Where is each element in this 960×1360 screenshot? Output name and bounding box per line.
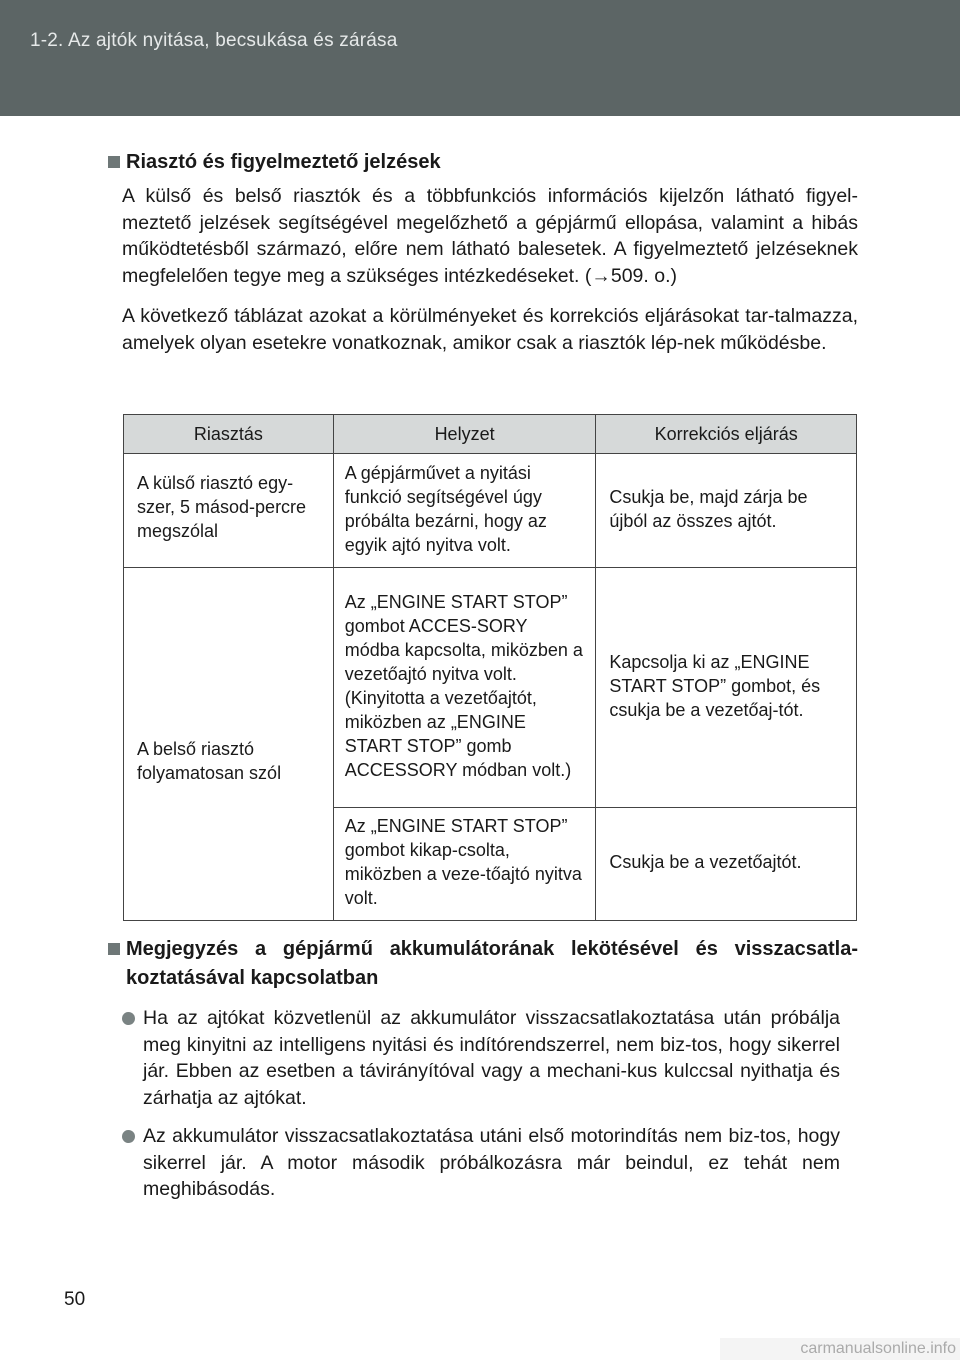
chapter-title: 1-2. Az ajtók nyitása, becsukása és zárása — [30, 30, 398, 51]
list-item — [108, 1123, 858, 1203]
table-header-row — [124, 415, 857, 454]
section-title-text: Riasztó és figyelmeztető jelzések — [126, 151, 441, 173]
situation-cell: Az „ENGINE START STOP” gombot kikap-csolta, miközben a veze-tőajtó nyitva volt. — [333, 808, 596, 921]
watermark: carmanualsonline.info — [720, 1338, 960, 1360]
section-battery-note — [108, 935, 858, 1203]
section-title-alarms — [108, 148, 858, 177]
column-header-alarm: Riasztás — [124, 415, 334, 454]
alarm-table — [123, 414, 857, 921]
round-bullet-icon — [122, 1130, 135, 1143]
section-title-battery — [108, 935, 858, 993]
action-cell: Csukja be a vezetőajtót. — [596, 808, 857, 921]
page-number: 50 — [64, 1289, 86, 1310]
action-cell: Csukja be, majd zárja be újból az összes ajtót. — [596, 454, 857, 568]
list-item-text: Az akkumulátor visszacsatlakoztatása utáni első motorindítás nem biz-tos, hogy sikerrel jár. A motor második próbálkozásra már beindul, ez tehát nem meghibásodás. — [143, 1125, 840, 1200]
alarm-cell: A belső riasztó folyamatosan szól — [124, 568, 334, 921]
situation-cell: A gépjárművet a nyitási funkció segítségével úgy próbálta bezárni, hogy az egyik ajtó nyitva volt. — [333, 454, 596, 568]
chapter-header-band — [0, 0, 960, 116]
square-bullet-icon — [108, 943, 120, 955]
alarm-cell: A külső riasztó egy-szer, 5 másod-percre megszólal — [124, 454, 334, 568]
intro-paragraph: A külső és belső riasztók és a többfunkciós információs kijelzőn látható figyel-meztető jelzések segítségével megelőzhető a gépjármű ellopása, valamint a hibás működtetésből származó, előre nem látható balesetek. A figyelmeztető jelzéseknek megfelelően tegye meg a szükséges intézkedéseket. (→509. o.) — [122, 185, 858, 287]
list-item — [108, 1005, 858, 1111]
table-row — [124, 568, 857, 808]
column-header-situation: Helyzet — [333, 415, 596, 454]
column-header-action: Korrekciós eljárás — [596, 415, 857, 454]
table-row — [124, 454, 857, 568]
section-alarms — [108, 148, 858, 356]
round-bullet-icon — [122, 1012, 135, 1025]
table-intro-paragraph: A következő táblázat azokat a körülményeket és korrekciós eljárásokat tar-talmazza, amelyek olyan esetekre vonatkoznak, amikor csak a riasztók lép-nek működésbe. — [122, 305, 858, 354]
square-bullet-icon — [108, 156, 120, 168]
action-cell: Kapcsolja ki az „ENGINE START STOP” gombot, és csukja be a vezetőaj-tót. — [596, 568, 857, 808]
situation-cell: Az „ENGINE START STOP” gombot ACCES-SORY módba kapcsolta, miközben a vezetőajtó nyitva volt. (Kinyitotta a vezetőajtót, miközben az „ENGINE START STOP” gomb ACCESSORY módban volt.) — [333, 568, 596, 808]
section-title-text: Megjegyzés a gépjármű akkumulátorának lekötésével és visszacsatla-koztatásával kapcsolatban — [126, 938, 858, 989]
list-item-text: Ha az ajtókat közvetlenül az akkumulátor visszacsatlakoztatása után próbálja meg kinyitni az intelligens nyitási és indítórendszerrel, nem biz-tos, hogy sikerrel jár. Ebben az esetben a távirányítóval vagy a mechani-kus kulccsal nyithatja és zárhatja az ajtókat. — [143, 1007, 840, 1109]
